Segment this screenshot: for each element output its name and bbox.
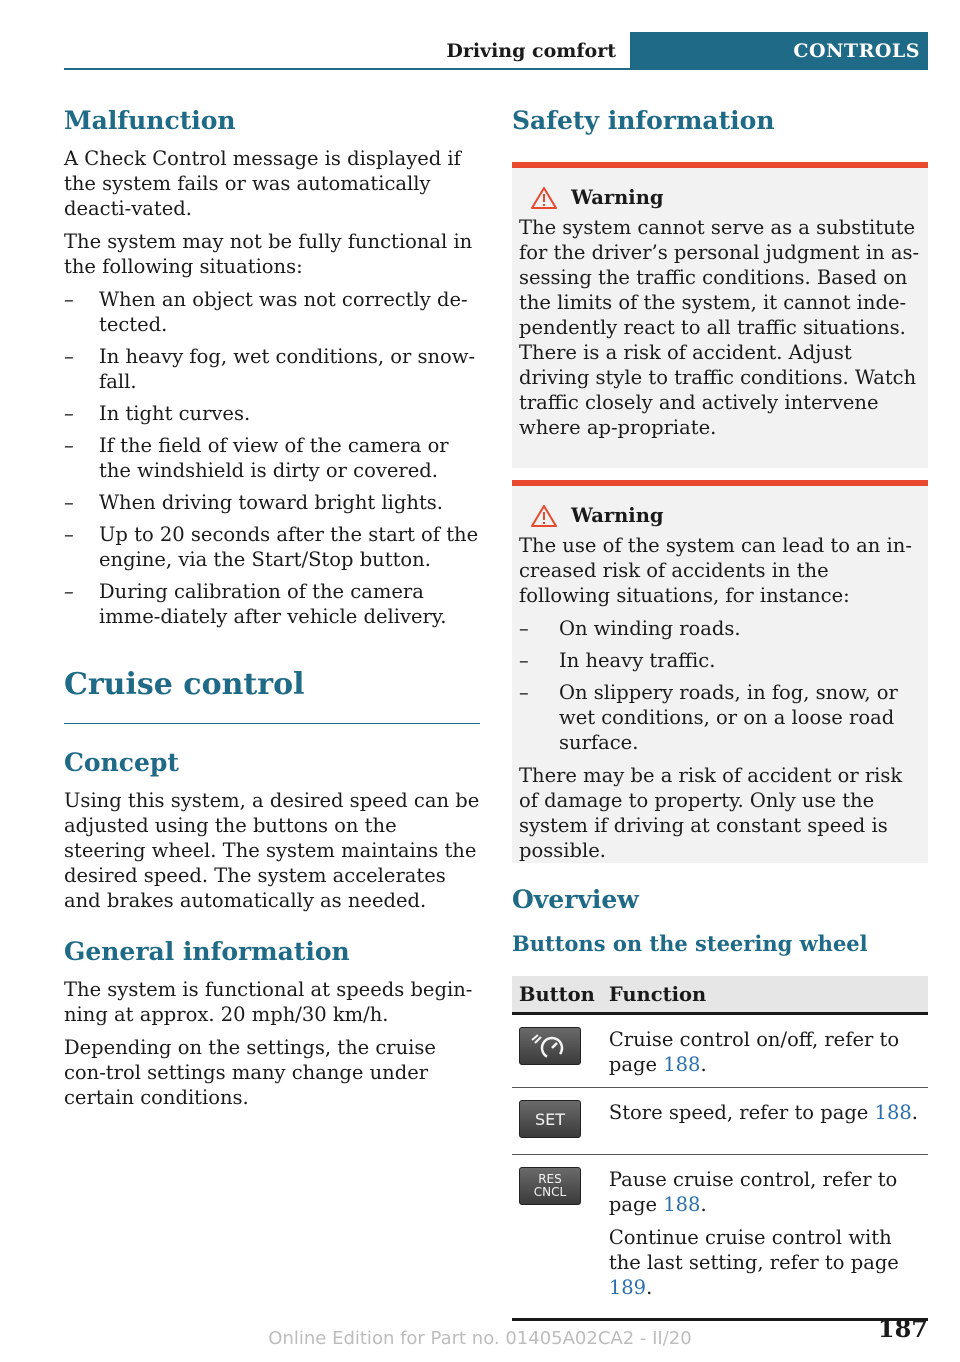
- table-header-row: [512, 976, 928, 1014]
- res-cncl-icon: [519, 1167, 581, 1205]
- warning-title: [519, 504, 922, 527]
- column-header-function: Function: [602, 976, 928, 1014]
- list-item: – Up to 20 seconds after the start of the engine, via the Start/Stop button.: [64, 522, 480, 572]
- general-paragraph-1: The system is functional at speeds begin-ning at approx. 20 mph/30 km/h.: [64, 978, 473, 1026]
- overview-heading: Overview: [512, 885, 639, 914]
- punctuation: .: [911, 1101, 918, 1124]
- set-label: SET: [534, 1109, 566, 1129]
- page-link[interactable]: 188: [874, 1101, 912, 1124]
- punctuation: .: [700, 1193, 707, 1216]
- warning-2-outro: There may be a risk of accident or risk of damage to property. Only use the system if driving at constant speed is possible.: [519, 764, 903, 862]
- table-row: [512, 1088, 928, 1155]
- safety-information-heading: Safety information: [512, 106, 775, 135]
- list-item: – On slippery roads, in fog, snow, or wet conditions, or on a loose road surface.: [519, 680, 922, 755]
- malfunction-list: [64, 287, 480, 629]
- warning-title-text: Warning: [571, 186, 664, 209]
- header-rule: [64, 68, 928, 70]
- warning-box-2: [512, 480, 928, 863]
- table-row: [512, 1155, 928, 1320]
- function-text: Continue cruise control with the last setting, refer to page: [608, 1226, 899, 1274]
- list-item: – During calibration of the camera imme-diately after vehicle delivery.: [64, 579, 480, 629]
- warning-1-text: The system cannot serve as a substitute for the driver’s personal judgment in as-sessing the traffic conditions. Based on the limits of the system, it cannot inde-pendently react to all traffic situations. There is a risk of accident. Adjust driving style to traffic conditions. Watch traffic closely and actively intervene where ap-propriate.: [519, 216, 920, 439]
- cncl-label: CNCL: [533, 1185, 567, 1199]
- set-icon: [519, 1100, 581, 1138]
- cruise-on-off-icon: [519, 1027, 581, 1065]
- warning-box-1: [512, 162, 928, 468]
- function-text: Pause cruise control, refer to page: [608, 1168, 898, 1216]
- malfunction-paragraph-1: A Check Control message is displayed if the system fails or was automatically deacti-vated.: [64, 147, 461, 220]
- page-link[interactable]: 188: [663, 1053, 701, 1076]
- right-column: [512, 104, 928, 1321]
- function-text: Cruise control on/off, refer to page: [608, 1028, 900, 1076]
- list-item: – When an object was not correctly de-tected.: [64, 287, 480, 337]
- concept-paragraph: Using this system, a desired speed can be adjusted using the buttons on the steering wheel. The system maintains the desired speed. The system accelerates and brakes automatically as needed.: [64, 789, 480, 912]
- list-item: – On winding roads.: [519, 616, 922, 641]
- table-row: [512, 1014, 928, 1088]
- punctuation: .: [646, 1276, 653, 1299]
- warning-triangle-icon: [531, 187, 557, 209]
- buttons-table: [512, 976, 928, 1321]
- list-item: – In heavy traffic.: [519, 648, 922, 673]
- page-link[interactable]: 188: [663, 1193, 701, 1216]
- list-item: – In heavy fog, wet conditions, or snow-fall.: [64, 344, 480, 394]
- page-link[interactable]: 189: [608, 1276, 647, 1299]
- button-cell: [512, 1088, 602, 1155]
- general-information-heading: General information: [64, 937, 350, 966]
- warning-2-list: [519, 616, 922, 755]
- buttons-on-steering-wheel-heading: Buttons on the steering wheel: [512, 931, 868, 956]
- general-paragraph-2: Depending on the settings, the cruise con-trol settings many change under certain conditions.: [64, 1036, 436, 1109]
- warning-title-text: Warning: [571, 504, 664, 527]
- footer-edition: Online Edition for Part no. 01405A02CA2 - II/20: [268, 1328, 692, 1349]
- list-item: – If the field of view of the camera or the windshield is dirty or covered.: [64, 433, 480, 483]
- warning-2-intro: The use of the system can lead to an in-creased risk of accidents in the following situations, for instance:: [519, 534, 912, 607]
- function-cell: [602, 1014, 928, 1088]
- malfunction-heading: Malfunction: [64, 106, 236, 135]
- page-number: 187: [877, 1314, 928, 1343]
- function-text: Store speed, refer to page: [608, 1101, 875, 1124]
- list-item: – When driving toward bright lights.: [64, 490, 480, 515]
- list-item: – In tight curves.: [64, 401, 480, 426]
- page-header: [64, 32, 928, 70]
- cruise-control-heading: Cruise control: [64, 665, 480, 724]
- header-section-title: Driving comfort: [446, 40, 616, 62]
- warning-triangle-icon: [531, 505, 557, 527]
- function-cell: [602, 1155, 928, 1320]
- concept-heading: Concept: [64, 748, 179, 777]
- malfunction-paragraph-2: The system may not be fully functional in the following situations:: [64, 230, 473, 278]
- column-header-button: Button: [512, 976, 602, 1014]
- header-chapter-tab: CONTROLS: [630, 32, 928, 70]
- punctuation: .: [700, 1053, 707, 1076]
- function-cell: [602, 1088, 928, 1155]
- res-label: RES: [538, 1172, 562, 1186]
- left-column: [64, 104, 480, 1118]
- button-cell: [512, 1155, 602, 1320]
- button-cell: [512, 1014, 602, 1088]
- warning-title: [519, 186, 922, 209]
